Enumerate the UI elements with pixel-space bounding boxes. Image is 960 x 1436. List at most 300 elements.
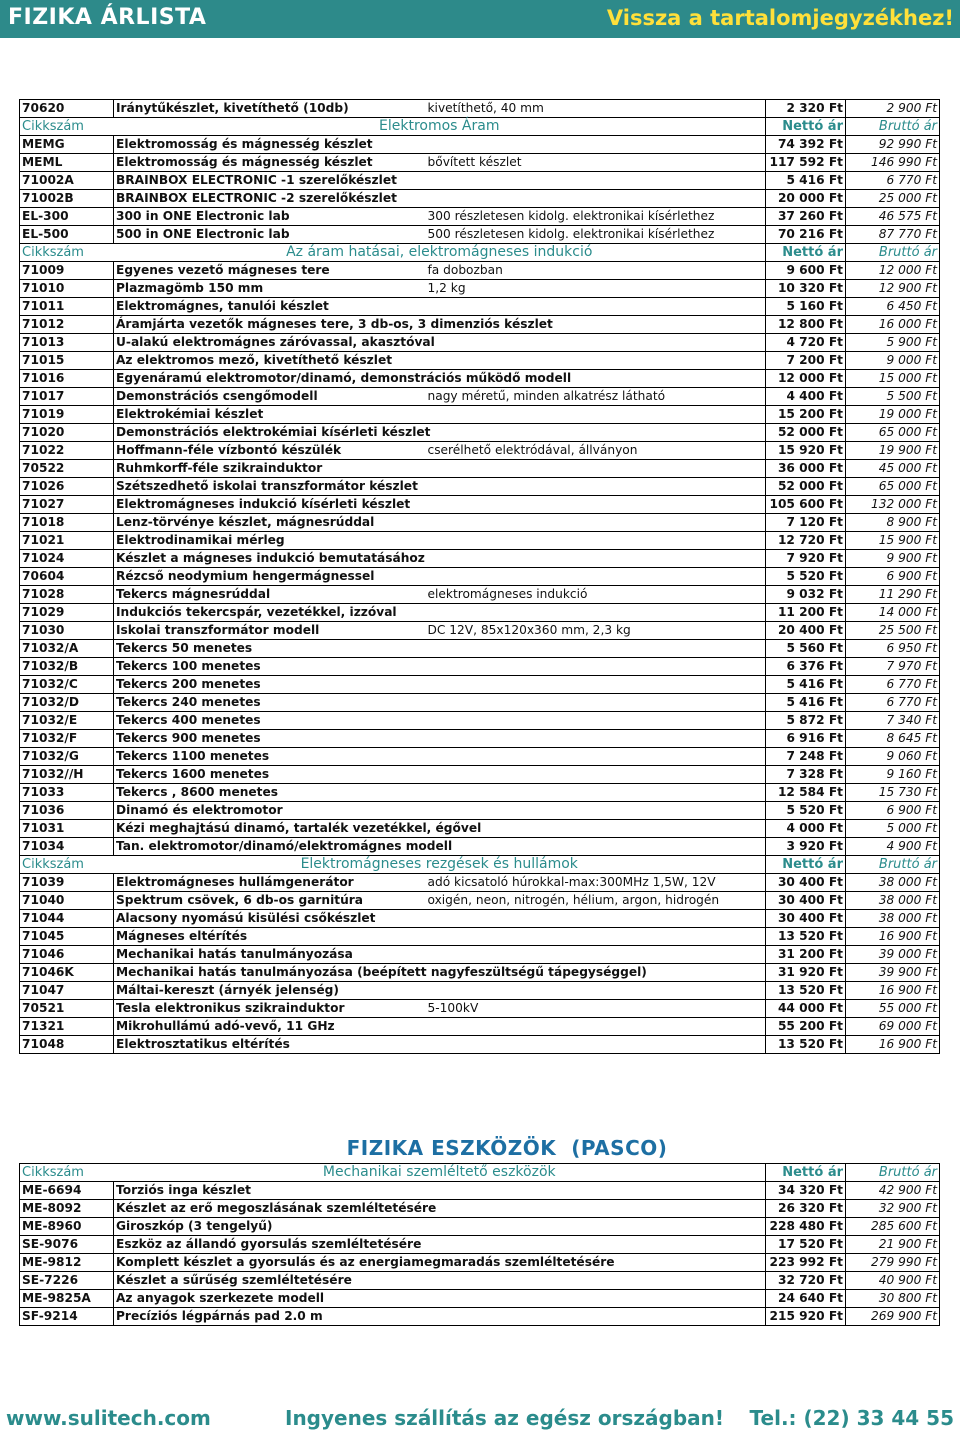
page-title: FIZIKA ÁRLISTA bbox=[8, 5, 207, 30]
product-code: ME-9812 bbox=[20, 1254, 114, 1272]
product-name: Készlet az erő megoszlásának szemléltetésére bbox=[114, 1200, 426, 1218]
gross-price: 92 990 Ft bbox=[846, 136, 940, 154]
product-code: EL-300 bbox=[20, 208, 114, 226]
product-code: 71039 bbox=[20, 874, 114, 892]
gross-price: 16 900 Ft bbox=[846, 928, 940, 946]
header-gross-price-label: Bruttó ár bbox=[846, 1164, 940, 1182]
product-note: fa dobozban bbox=[426, 262, 766, 280]
table-row bbox=[20, 424, 940, 442]
table-row bbox=[20, 640, 940, 658]
product-name: Tekercs mágnesrúddal bbox=[114, 586, 426, 604]
product-note bbox=[426, 1200, 766, 1218]
net-price: 4 400 Ft bbox=[766, 388, 846, 406]
product-code: 71019 bbox=[20, 406, 114, 424]
product-code: 71011 bbox=[20, 298, 114, 316]
net-price: 5 520 Ft bbox=[766, 802, 846, 820]
product-note bbox=[426, 928, 766, 946]
product-code: SE-7226 bbox=[20, 1272, 114, 1290]
product-name: Tekercs , 8600 menetes bbox=[114, 784, 426, 802]
product-name: Az elektromos mező, kivetíthető készlet bbox=[114, 352, 426, 370]
category-title: Mechanikai szemléltető eszközök bbox=[114, 1164, 766, 1182]
product-note bbox=[426, 910, 766, 928]
product-name: Precíziós légpárnás pad 2.0 m bbox=[114, 1308, 426, 1326]
product-code: 71013 bbox=[20, 334, 114, 352]
net-price: 12 000 Ft bbox=[766, 370, 846, 388]
table-row bbox=[20, 532, 940, 550]
product-name: Tekercs 200 menetes bbox=[114, 676, 426, 694]
product-code: 71016 bbox=[20, 370, 114, 388]
product-code: 71040 bbox=[20, 892, 114, 910]
product-name: Elektromágnes, tanulói készlet bbox=[114, 298, 426, 316]
net-price: 70 216 Ft bbox=[766, 226, 846, 244]
section-title bbox=[0, 1136, 960, 1160]
product-code: 71021 bbox=[20, 532, 114, 550]
gross-price: 8 900 Ft bbox=[846, 514, 940, 532]
product-code: 71044 bbox=[20, 910, 114, 928]
net-price: 2 320 Ft bbox=[766, 100, 846, 118]
header-code-label: Cikkszám bbox=[20, 1164, 114, 1182]
product-code: 71024 bbox=[20, 550, 114, 568]
product-note bbox=[426, 1308, 766, 1326]
net-price: 9 600 Ft bbox=[766, 262, 846, 280]
net-price: 5 560 Ft bbox=[766, 640, 846, 658]
table-row bbox=[20, 550, 940, 568]
header-net-price-label: Nettó ár bbox=[766, 856, 846, 874]
section-title-sub: (PASCO) bbox=[571, 1136, 668, 1160]
gross-price: 285 600 Ft bbox=[846, 1218, 940, 1236]
product-note bbox=[426, 514, 766, 532]
product-note: nagy méretű, minden alkatrész látható bbox=[426, 388, 766, 406]
product-note bbox=[426, 1272, 766, 1290]
product-name: Lenz-törvénye készlet, mágnesrúddal bbox=[114, 514, 426, 532]
net-price: 215 920 Ft bbox=[766, 1308, 846, 1326]
net-price: 5 416 Ft bbox=[766, 676, 846, 694]
table-row bbox=[20, 586, 940, 604]
net-price: 31 920 Ft bbox=[766, 964, 846, 982]
footer-phone: Tel.: (22) 33 44 55 bbox=[749, 1406, 954, 1430]
gross-price: 5 500 Ft bbox=[846, 388, 940, 406]
product-code: 71033 bbox=[20, 784, 114, 802]
net-price: 15 920 Ft bbox=[766, 442, 846, 460]
product-code: 71028 bbox=[20, 586, 114, 604]
gross-price: 9 060 Ft bbox=[846, 748, 940, 766]
product-note: 5-100kV bbox=[426, 1000, 766, 1018]
table-row bbox=[20, 946, 940, 964]
product-note: 1,2 kg bbox=[426, 280, 766, 298]
net-price: 7 248 Ft bbox=[766, 748, 846, 766]
table-row bbox=[20, 172, 940, 190]
table-row bbox=[20, 1000, 940, 1018]
product-code: ME-8960 bbox=[20, 1218, 114, 1236]
product-code: 71017 bbox=[20, 388, 114, 406]
product-note bbox=[426, 1236, 766, 1254]
product-note: elektromágneses indukció bbox=[426, 586, 766, 604]
net-price: 13 520 Ft bbox=[766, 928, 846, 946]
footer-shipping-text: Ingyenes szállítás az egész országban! bbox=[285, 1406, 724, 1430]
table-row bbox=[20, 1254, 940, 1272]
product-code: 71032/G bbox=[20, 748, 114, 766]
net-price: 117 592 Ft bbox=[766, 154, 846, 172]
table-row bbox=[20, 1036, 940, 1054]
table-row bbox=[20, 136, 940, 154]
table-row bbox=[20, 784, 940, 802]
product-name: Iskolai transzformátor modell bbox=[114, 622, 426, 640]
net-price: 6 916 Ft bbox=[766, 730, 846, 748]
net-price: 32 720 Ft bbox=[766, 1272, 846, 1290]
product-name: Alacsony nyomású kisülési csőkészlet bbox=[114, 910, 426, 928]
gross-price: 65 000 Ft bbox=[846, 424, 940, 442]
table-row bbox=[20, 820, 940, 838]
product-code: 71012 bbox=[20, 316, 114, 334]
product-code: 71027 bbox=[20, 496, 114, 514]
product-code: 71009 bbox=[20, 262, 114, 280]
product-note bbox=[426, 352, 766, 370]
product-note bbox=[426, 694, 766, 712]
product-code: MEMG bbox=[20, 136, 114, 154]
gross-price: 15 000 Ft bbox=[846, 370, 940, 388]
net-price: 30 400 Ft bbox=[766, 874, 846, 892]
table-row bbox=[20, 406, 940, 424]
product-note bbox=[426, 1018, 766, 1036]
product-code: 71026 bbox=[20, 478, 114, 496]
product-code: 71048 bbox=[20, 1036, 114, 1054]
table-row bbox=[20, 694, 940, 712]
section-title-main: FIZIKA ESZKÖZÖK bbox=[346, 1136, 557, 1160]
net-price: 37 260 Ft bbox=[766, 208, 846, 226]
table-row bbox=[20, 154, 940, 172]
product-code: 71032/A bbox=[20, 640, 114, 658]
gross-price: 42 900 Ft bbox=[846, 1182, 940, 1200]
product-name: Elektromágneses hullámgenerátor bbox=[114, 874, 426, 892]
gross-price: 39 900 Ft bbox=[846, 964, 940, 982]
product-code: 71022 bbox=[20, 442, 114, 460]
table-row bbox=[20, 1218, 940, 1236]
table-row bbox=[20, 496, 940, 514]
product-note: cserélhető elektródával, állványon bbox=[426, 442, 766, 460]
product-code: 71029 bbox=[20, 604, 114, 622]
table-row bbox=[20, 1236, 940, 1254]
net-price: 34 320 Ft bbox=[766, 1182, 846, 1200]
product-note bbox=[426, 730, 766, 748]
product-code: 71031 bbox=[20, 820, 114, 838]
product-name: Elektrodinamikai mérleg bbox=[114, 532, 426, 550]
net-price: 9 032 Ft bbox=[766, 586, 846, 604]
product-name: Egyenes vezető mágneses tere bbox=[114, 262, 426, 280]
product-name: Komplett készlet a gyorsulás és az energiamegmaradás szemléltetésére bbox=[114, 1254, 426, 1272]
product-name: Elektrosztatikus eltérítés bbox=[114, 1036, 426, 1054]
table-row bbox=[20, 1018, 940, 1036]
gross-price: 6 770 Ft bbox=[846, 694, 940, 712]
gross-price: 12 000 Ft bbox=[846, 262, 940, 280]
table-row bbox=[20, 604, 940, 622]
table-row bbox=[20, 1272, 940, 1290]
product-code: 71018 bbox=[20, 514, 114, 532]
product-code: 71030 bbox=[20, 622, 114, 640]
gross-price: 38 000 Ft bbox=[846, 874, 940, 892]
product-code: SE-9076 bbox=[20, 1236, 114, 1254]
product-code: 71032/C bbox=[20, 676, 114, 694]
product-note bbox=[426, 190, 766, 208]
header-net-price-label: Nettó ár bbox=[766, 118, 846, 136]
back-to-contents-link[interactable]: Vissza a tartalomjegyzékhez! bbox=[606, 6, 954, 30]
net-price: 105 600 Ft bbox=[766, 496, 846, 514]
header-code-label: Cikkszám bbox=[20, 244, 114, 262]
gross-price: 14 000 Ft bbox=[846, 604, 940, 622]
table-row bbox=[20, 892, 940, 910]
product-name: Elektromosság és mágnesség készlet bbox=[114, 136, 426, 154]
product-name: Mechanikai hatás tanulmányozása (beépített nagyfeszültségű tápegységgel) bbox=[114, 964, 426, 982]
table-row bbox=[20, 280, 940, 298]
gross-price: 269 900 Ft bbox=[846, 1308, 940, 1326]
gross-price: 7 970 Ft bbox=[846, 658, 940, 676]
product-name: Tekercs 900 menetes bbox=[114, 730, 426, 748]
table-row bbox=[20, 370, 940, 388]
gross-price: 19 900 Ft bbox=[846, 442, 940, 460]
product-note bbox=[426, 172, 766, 190]
product-name: Máltai-kereszt (árnyék jelenség) bbox=[114, 982, 426, 1000]
product-code: 71015 bbox=[20, 352, 114, 370]
net-price: 36 000 Ft bbox=[766, 460, 846, 478]
gross-price: 16 000 Ft bbox=[846, 316, 940, 334]
gross-price: 6 900 Ft bbox=[846, 802, 940, 820]
net-price: 13 520 Ft bbox=[766, 1036, 846, 1054]
product-name: Szétszedhető iskolai transzformátor készlet bbox=[114, 478, 426, 496]
gross-price: 6 950 Ft bbox=[846, 640, 940, 658]
product-name: Tesla elektronikus szikrainduktor bbox=[114, 1000, 426, 1018]
net-price: 228 480 Ft bbox=[766, 1218, 846, 1236]
table-row bbox=[20, 1200, 940, 1218]
product-note bbox=[426, 568, 766, 586]
net-price: 7 120 Ft bbox=[766, 514, 846, 532]
net-price: 7 920 Ft bbox=[766, 550, 846, 568]
product-note bbox=[426, 766, 766, 784]
product-code: 71047 bbox=[20, 982, 114, 1000]
product-note: 300 részletesen kidolg. elektronikai kísérlethez bbox=[426, 208, 766, 226]
category-header-row bbox=[20, 856, 940, 874]
product-name: Kézi meghajtású dinamó, tartalék vezetékkel, égővel bbox=[114, 820, 426, 838]
product-code: 71046K bbox=[20, 964, 114, 982]
product-note bbox=[426, 1218, 766, 1236]
net-price: 30 400 Ft bbox=[766, 910, 846, 928]
product-note bbox=[426, 784, 766, 802]
gross-price: 39 000 Ft bbox=[846, 946, 940, 964]
product-name: Dinamó és elektromotor bbox=[114, 802, 426, 820]
net-price: 52 000 Ft bbox=[766, 424, 846, 442]
table-row bbox=[20, 262, 940, 280]
product-name: Elektrokémiai készlet bbox=[114, 406, 426, 424]
net-price: 223 992 Ft bbox=[766, 1254, 846, 1272]
gross-price: 38 000 Ft bbox=[846, 892, 940, 910]
net-price: 17 520 Ft bbox=[766, 1236, 846, 1254]
product-name: Elektromágneses indukció kísérleti készlet bbox=[114, 496, 426, 514]
product-name: Plazmagömb 150 mm bbox=[114, 280, 426, 298]
header-code-label: Cikkszám bbox=[20, 118, 114, 136]
net-price: 44 000 Ft bbox=[766, 1000, 846, 1018]
product-name: BRAINBOX ELECTRONIC -2 szerelőkészlet bbox=[114, 190, 426, 208]
product-note bbox=[426, 676, 766, 694]
net-price: 20 000 Ft bbox=[766, 190, 846, 208]
gross-price: 45 000 Ft bbox=[846, 460, 940, 478]
net-price: 55 200 Ft bbox=[766, 1018, 846, 1036]
net-price: 5 416 Ft bbox=[766, 694, 846, 712]
product-code: 71046 bbox=[20, 946, 114, 964]
product-name: Az anyagok szerkezete modell bbox=[114, 1290, 426, 1308]
product-code: ME-9825A bbox=[20, 1290, 114, 1308]
table-row bbox=[20, 514, 940, 532]
product-name: Tekercs 50 menetes bbox=[114, 640, 426, 658]
product-note bbox=[426, 550, 766, 568]
product-note bbox=[426, 748, 766, 766]
table-row bbox=[20, 622, 940, 640]
table-row bbox=[20, 802, 940, 820]
gross-price: 30 800 Ft bbox=[846, 1290, 940, 1308]
header-code-label: Cikkszám bbox=[20, 856, 114, 874]
product-name: Demonstrációs csengőmodell bbox=[114, 388, 426, 406]
product-name: Giroszkóp (3 tengelyű) bbox=[114, 1218, 426, 1236]
table-row bbox=[20, 730, 940, 748]
gross-price: 6 450 Ft bbox=[846, 298, 940, 316]
gross-price: 15 900 Ft bbox=[846, 532, 940, 550]
product-code: 71032/E bbox=[20, 712, 114, 730]
net-price: 10 320 Ft bbox=[766, 280, 846, 298]
gross-price: 11 290 Ft bbox=[846, 586, 940, 604]
table-row bbox=[20, 964, 940, 982]
price-table-pasco bbox=[19, 1163, 940, 1326]
header-net-price-label: Nettó ár bbox=[766, 244, 846, 262]
table-row bbox=[20, 748, 940, 766]
net-price: 31 200 Ft bbox=[766, 946, 846, 964]
net-price: 7 200 Ft bbox=[766, 352, 846, 370]
table-row bbox=[20, 910, 940, 928]
gross-price: 55 000 Ft bbox=[846, 1000, 940, 1018]
product-name: Hoffmann-féle vízbontó készülék bbox=[114, 442, 426, 460]
product-note bbox=[426, 136, 766, 154]
table-row bbox=[20, 874, 940, 892]
table-row bbox=[20, 352, 940, 370]
product-name: Ruhmkorff-féle szikrainduktor bbox=[114, 460, 426, 478]
product-name: Tekercs 1100 menetes bbox=[114, 748, 426, 766]
net-price: 5 872 Ft bbox=[766, 712, 846, 730]
net-price: 11 200 Ft bbox=[766, 604, 846, 622]
gross-price: 12 900 Ft bbox=[846, 280, 940, 298]
product-code: 70604 bbox=[20, 568, 114, 586]
gross-price: 9 900 Ft bbox=[846, 550, 940, 568]
product-code: 71045 bbox=[20, 928, 114, 946]
category-header-row bbox=[20, 1164, 940, 1182]
product-name: Rézcső neodymium hengermágnessel bbox=[114, 568, 426, 586]
product-code: 71002B bbox=[20, 190, 114, 208]
product-name: Elektromosság és mágnesség készlet bbox=[114, 154, 426, 172]
gross-price: 25 500 Ft bbox=[846, 622, 940, 640]
product-code: 71002A bbox=[20, 172, 114, 190]
gross-price: 2 900 Ft bbox=[846, 100, 940, 118]
product-name: Mágneses eltérítés bbox=[114, 928, 426, 946]
product-note bbox=[426, 496, 766, 514]
product-note bbox=[426, 640, 766, 658]
category-header-row bbox=[20, 118, 940, 136]
gross-price: 279 990 Ft bbox=[846, 1254, 940, 1272]
net-price: 3 920 Ft bbox=[766, 838, 846, 856]
product-code: MEML bbox=[20, 154, 114, 172]
category-title: Elektromágneses rezgések és hullámok bbox=[114, 856, 766, 874]
net-price: 4 000 Ft bbox=[766, 820, 846, 838]
product-note bbox=[426, 424, 766, 442]
product-name: Tekercs 240 menetes bbox=[114, 694, 426, 712]
table-row bbox=[20, 1182, 940, 1200]
product-note bbox=[426, 478, 766, 496]
product-name: BRAINBOX ELECTRONIC -1 szerelőkészlet bbox=[114, 172, 426, 190]
product-name: Tekercs 400 menetes bbox=[114, 712, 426, 730]
gross-price: 8 645 Ft bbox=[846, 730, 940, 748]
gross-price: 6 770 Ft bbox=[846, 172, 940, 190]
product-code: ME-8092 bbox=[20, 1200, 114, 1218]
gross-price: 32 900 Ft bbox=[846, 1200, 940, 1218]
product-note bbox=[426, 1036, 766, 1054]
table-row bbox=[20, 298, 940, 316]
product-name: 500 in ONE Electronic lab bbox=[114, 226, 426, 244]
product-note bbox=[426, 532, 766, 550]
gross-price: 4 900 Ft bbox=[846, 838, 940, 856]
gross-price: 46 575 Ft bbox=[846, 208, 940, 226]
gross-price: 40 900 Ft bbox=[846, 1272, 940, 1290]
product-note: bővített készlet bbox=[426, 154, 766, 172]
net-price: 5 520 Ft bbox=[766, 568, 846, 586]
gross-price: 38 000 Ft bbox=[846, 910, 940, 928]
price-table-electric bbox=[19, 99, 940, 1054]
product-name: Spektrum csövek, 6 db-os garnitúra bbox=[114, 892, 426, 910]
product-code: 71036 bbox=[20, 802, 114, 820]
net-price: 13 520 Ft bbox=[766, 982, 846, 1000]
product-note: kivetíthető, 40 mm bbox=[426, 100, 766, 118]
product-code: 71020 bbox=[20, 424, 114, 442]
product-code: 71010 bbox=[20, 280, 114, 298]
table-row bbox=[20, 100, 940, 118]
table-row bbox=[20, 568, 940, 586]
product-code: 70620 bbox=[20, 100, 114, 118]
gross-price: 5 000 Ft bbox=[846, 820, 940, 838]
product-note bbox=[426, 838, 766, 856]
table-row bbox=[20, 460, 940, 478]
net-price: 4 720 Ft bbox=[766, 334, 846, 352]
product-note bbox=[426, 982, 766, 1000]
footer-website-link[interactable]: www.sulitech.com bbox=[6, 1406, 211, 1430]
product-code: 71032/B bbox=[20, 658, 114, 676]
gross-price: 15 730 Ft bbox=[846, 784, 940, 802]
product-code: EL-500 bbox=[20, 226, 114, 244]
product-name: U-alakú elektromágnes záróvassal, akasztóval bbox=[114, 334, 426, 352]
product-name: Készlet a sűrűség szemléltetésére bbox=[114, 1272, 426, 1290]
table-row bbox=[20, 334, 940, 352]
product-name: Iránytűkészlet, kivetíthető (10db) bbox=[114, 100, 426, 118]
gross-price: 87 770 Ft bbox=[846, 226, 940, 244]
product-code: SF-9214 bbox=[20, 1308, 114, 1326]
product-name: Készlet a mágneses indukció bemutatásához bbox=[114, 550, 426, 568]
net-price: 52 000 Ft bbox=[766, 478, 846, 496]
product-code: 71032//H bbox=[20, 766, 114, 784]
gross-price: 16 900 Ft bbox=[846, 982, 940, 1000]
gross-price: 65 000 Ft bbox=[846, 478, 940, 496]
product-note bbox=[426, 298, 766, 316]
product-note: DC 12V, 85x120x360 mm, 2,3 kg bbox=[426, 622, 766, 640]
product-note bbox=[426, 460, 766, 478]
product-name: Eszköz az állandó gyorsulás szemléltetésére bbox=[114, 1236, 426, 1254]
product-code: 71032/F bbox=[20, 730, 114, 748]
net-price: 30 400 Ft bbox=[766, 892, 846, 910]
product-code: 70521 bbox=[20, 1000, 114, 1018]
header-net-price-label: Nettó ár bbox=[766, 1164, 846, 1182]
product-name: Áramjárta vezetők mágneses tere, 3 db-os, 3 dimenziós készlet bbox=[114, 316, 426, 334]
net-price: 26 320 Ft bbox=[766, 1200, 846, 1218]
